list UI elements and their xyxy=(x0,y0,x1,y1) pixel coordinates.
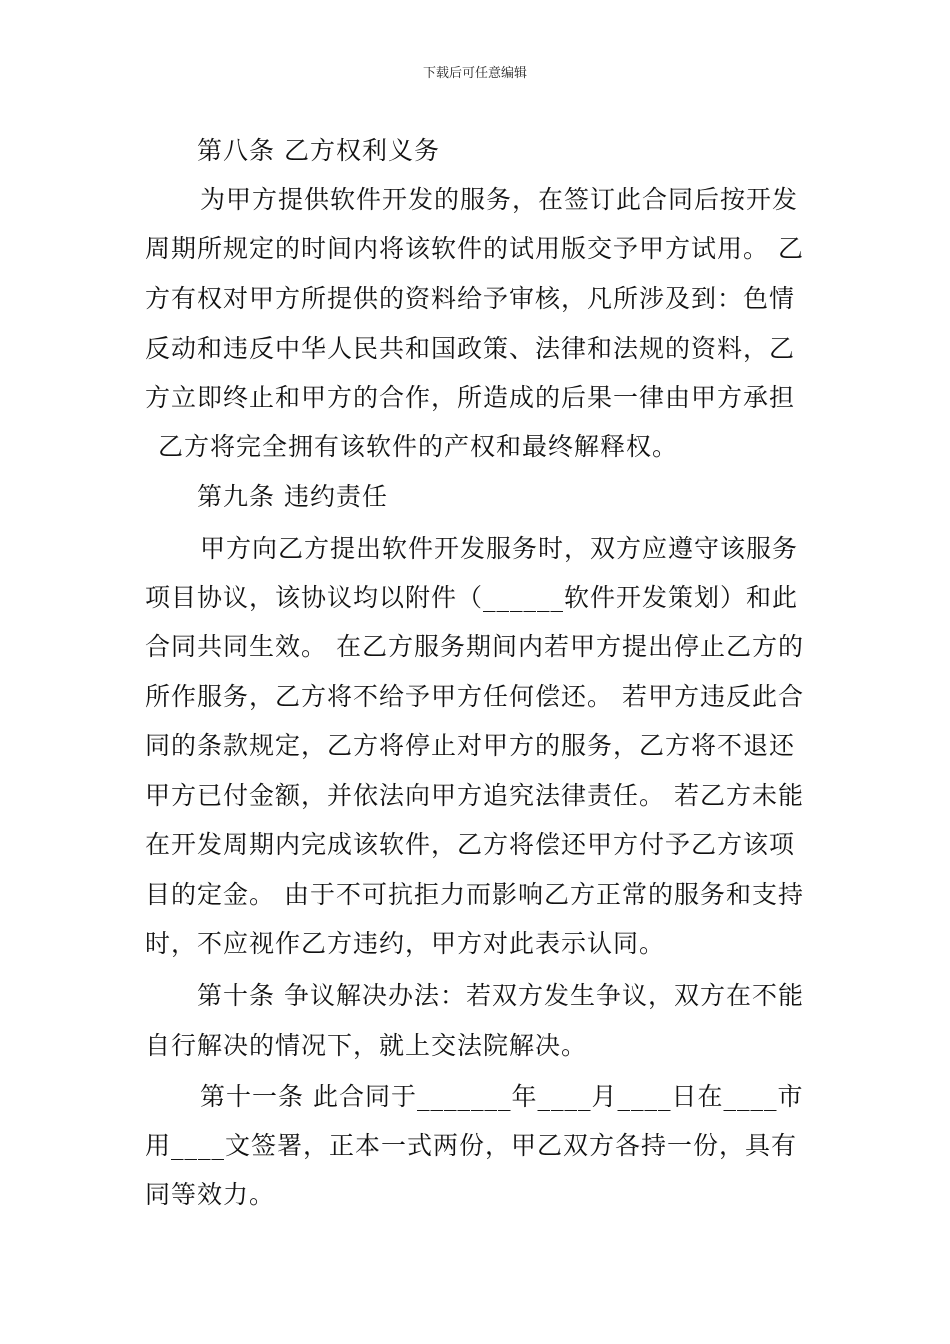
paragraph-line: 合同共同生效。 在乙方服务期间内若甲方提出停止乙方的 xyxy=(145,632,804,661)
paragraph-line: 甲方已付金额，并依法向甲方追究法律责任。 若乙方未能 xyxy=(145,781,804,810)
paragraph-line: 时，不应视作乙方违约，甲方对此表示认同。 xyxy=(145,929,666,958)
paragraph-line: 乙方将完全拥有该软件的产权和最终解释权。 xyxy=(158,432,679,461)
paragraph-line: 同等效力。 xyxy=(145,1180,276,1209)
article-10-line: 第十条 争议解决办法：若双方发生争议，双方在不能 xyxy=(197,981,804,1010)
page-header-note: 下载后可任意编辑 xyxy=(422,66,527,81)
paragraph-line: 方立即终止和甲方的合作，所造成的后果一律由甲方承担 xyxy=(145,383,796,412)
paragraph-line: 自行解决的情况下，就上交法院解决。 xyxy=(145,1031,588,1060)
article-9-heading: 第九条 违约责任 xyxy=(197,482,388,511)
paragraph-line: 反动和违反中华人民共和国政策、法律和法规的资料，乙 xyxy=(145,334,796,363)
article-11-line: 第十一条 此合同于_______年____月____日在____市 xyxy=(200,1082,804,1111)
paragraph-line: 在开发周期内完成该软件，乙方将偿还甲方付予乙方该项 xyxy=(145,830,796,859)
paragraph-line: 用____文签署，正本一式两份，甲乙双方各持一份，具有 xyxy=(145,1131,798,1160)
paragraph-line: 周期所规定的时间内将该软件的试用版交予甲方试用。 乙 xyxy=(145,234,804,263)
article-8-heading: 第八条 乙方权利义务 xyxy=(197,136,440,165)
paragraph-line: 为甲方提供软件开发的服务，在签订此合同后按开发 xyxy=(200,185,799,214)
paragraph-line: 甲方向乙方提出软件开发服务时，双方应遵守该服务 xyxy=(200,534,799,563)
paragraph-line: 同的条款规定，乙方将停止对甲方的服务，乙方将不退还 xyxy=(145,731,796,760)
paragraph-line: 目的定金。 由于不可抗拒力而影响乙方正常的服务和支持 xyxy=(145,880,804,909)
paragraph-line: 项目协议，该协议均以附件（______软件开发策划）和此 xyxy=(145,583,799,612)
paragraph-line: 所作服务，乙方将不给予甲方任何偿还。 若甲方违反此合 xyxy=(145,682,804,711)
paragraph-line: 方有权对甲方所提供的资料给予审核，凡所涉及到：色情 xyxy=(145,284,796,313)
